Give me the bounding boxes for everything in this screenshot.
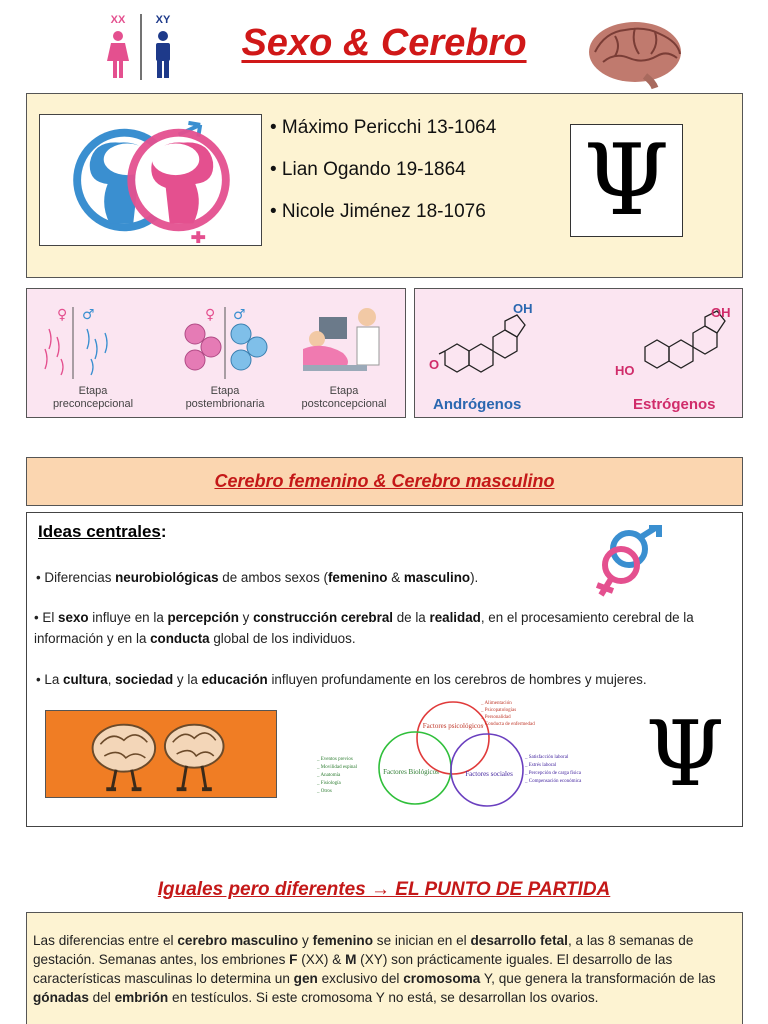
svg-text:Factores sociales: Factores sociales bbox=[465, 770, 513, 778]
svg-text:OH: OH bbox=[513, 301, 533, 316]
walking-brains-image bbox=[45, 710, 277, 798]
page-title: Sexo & Cerebro bbox=[241, 22, 527, 64]
psi-icon: Ψ bbox=[645, 702, 725, 807]
svg-text:_ Movilidad espinal: _ Movilidad espinal bbox=[317, 765, 357, 770]
svg-text:_ Anatomía: _ Anatomía bbox=[317, 773, 341, 778]
author-item: • Lian Ogando 19-1864 bbox=[270, 159, 466, 180]
brain-icon bbox=[585, 16, 689, 90]
svg-text:_ Satisfacción laboral: _ Satisfacción laboral bbox=[525, 755, 569, 760]
androgen-molecule-icon bbox=[439, 315, 525, 372]
author-item: • Máximo Pericchi 13-1064 bbox=[270, 117, 497, 138]
svg-text:♂: ♂ bbox=[233, 307, 246, 323]
stage-label-postembrionaria: Etapa postembrionaria bbox=[185, 385, 265, 410]
svg-text:♀: ♀ bbox=[57, 307, 68, 323]
svg-text:♂: ♂ bbox=[82, 307, 95, 323]
svg-text:_ Alimentación: _ Alimentación bbox=[481, 701, 512, 706]
svg-text:_ Compensación económica: _ Compensación económica bbox=[525, 779, 582, 784]
male-cells-icon bbox=[231, 324, 267, 370]
svg-text:_ Otros: _ Otros bbox=[317, 789, 332, 794]
author-list bbox=[270, 117, 560, 243]
psi-symbol-bottom bbox=[630, 702, 740, 807]
svg-text:♀: ♀ bbox=[205, 307, 216, 323]
svg-text:HO: HO bbox=[615, 363, 635, 378]
svg-text:_ Conducta de enfermedad: _ Conducta de enfermedad bbox=[481, 722, 535, 727]
stage-label-preconcepcional: Etapa preconcepcional bbox=[52, 385, 134, 410]
androgen-label: Andrógenos bbox=[433, 396, 522, 413]
section-header-cerebro bbox=[26, 457, 743, 506]
svg-text:O: O bbox=[429, 357, 440, 372]
ultrasound-scene-icon bbox=[303, 308, 379, 371]
gender-symbol-icon bbox=[585, 525, 665, 600]
section-title: Cerebro femenino & Cerebro masculino bbox=[214, 471, 555, 491]
svg-text:_ Eventos previos: _ Eventos previos bbox=[317, 757, 353, 762]
estrogen-label: Estrógenos bbox=[633, 396, 716, 413]
gender-brains-image bbox=[39, 114, 262, 246]
svg-text:_ Psicopatologías: _ Psicopatologías bbox=[481, 708, 517, 713]
body-paragraph: Las diferencias entre el cerebro masculino y femenino se inician en el desarrollo fetal, a las 8 semanas de gestación. Semanas antes, los embriones F (XX) & M (XY) son prácticamente iguales. El desarrollo de las características masculinas lo determina un gen exclusivo del cromosoma Y, que genera la transformación de las gónadas del embrión en testículos. Si este cromosoma Y no está, se desarrollan los ovarios. bbox=[33, 933, 716, 1005]
svg-text:Factores psicológicos: Factores psicológicos bbox=[422, 722, 484, 730]
development-stages-image bbox=[26, 288, 406, 418]
psi-symbol-box bbox=[570, 124, 683, 237]
svg-text:_ Percepción de carga física: _ Percepción de carga física bbox=[525, 771, 581, 776]
female-sperm-icon bbox=[45, 329, 63, 375]
factors-venn-diagram bbox=[305, 698, 605, 808]
psi-icon: Ψ bbox=[583, 123, 670, 238]
section-header-punto-partida: Iguales pero diferentes → EL PUNTO DE PARTIDA bbox=[157, 879, 611, 900]
female-cells-icon bbox=[185, 324, 221, 370]
svg-text:_ Fisiología: _ Fisiología bbox=[317, 781, 341, 786]
idea-2: • El sexo influye en la percepción y construcción cerebral de la realidad, en el procesamiento cerebral de la información y en la conducta global de los individuos. bbox=[34, 610, 694, 646]
hormones-image bbox=[414, 288, 743, 418]
xx-label: XX bbox=[110, 14, 126, 26]
male-sperm-icon bbox=[87, 329, 107, 375]
svg-text:Factores Biológicos: Factores Biológicos bbox=[383, 768, 439, 776]
stage-label-postconcepcional: Etapa postconcepcional bbox=[301, 385, 387, 410]
xy-label: XY bbox=[155, 14, 171, 26]
svg-text:_ Personalidad: _ Personalidad bbox=[481, 715, 511, 720]
author-item: • Nicole Jiménez 18-1076 bbox=[270, 201, 486, 222]
idea-3: • La cultura, sociedad y la educación influyen profundamente en los cerebros de hombres y mujeres. bbox=[36, 672, 647, 687]
ideas-heading: Ideas centrales: bbox=[38, 522, 167, 541]
idea-1: • Diferencias neurobiológicas de ambos sexos (femenino & masculino). bbox=[36, 570, 479, 585]
svg-text:OH: OH bbox=[711, 305, 731, 320]
svg-text:_ Estrés laboral: _ Estrés laboral bbox=[525, 763, 557, 768]
